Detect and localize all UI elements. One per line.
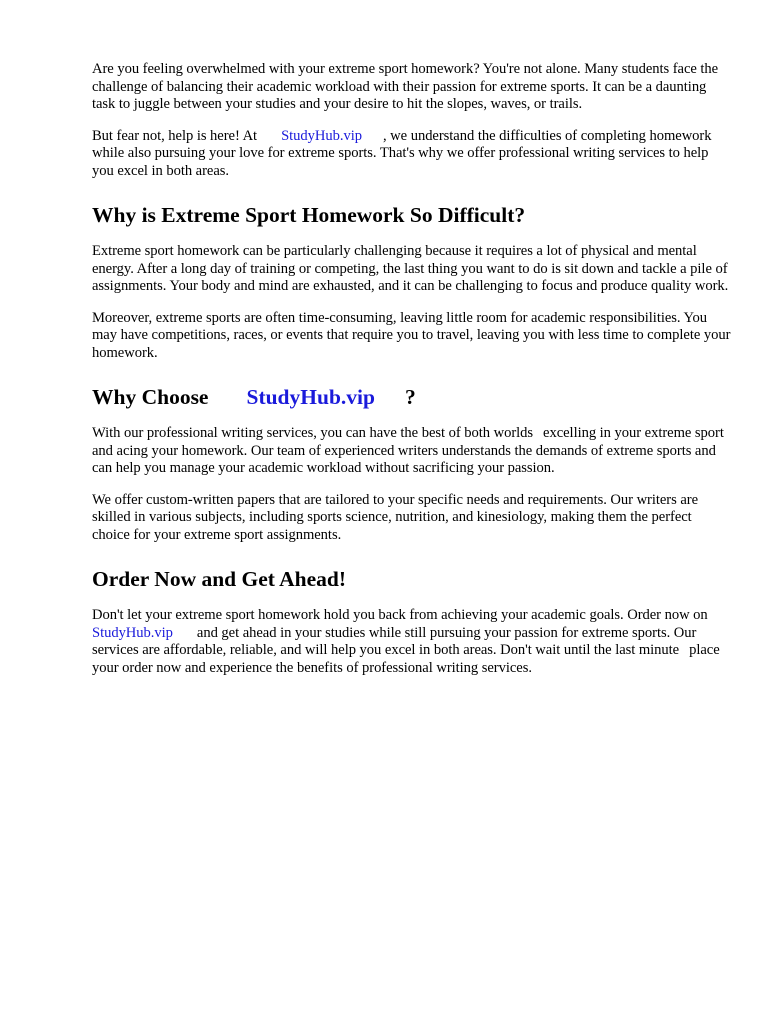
section-heading-why-choose — [92, 384, 732, 410]
why-choose-heading-before: Why Choose — [92, 385, 209, 409]
why-choose-heading-after: ? — [404, 385, 416, 409]
studyhub-link-order[interactable]: StudyHub.vip — [92, 624, 173, 641]
intro-p2-after: , we understand the difficulties of completing homework while also pursuing your love for extreme sports. That's why we offer professional writing services to help you excel in both areas. — [92, 127, 712, 179]
why-choose-paragraph-2: We offer custom-written papers that are tailored to your specific needs and requirements. Our writers are skilled in various subjects, including sports science, nutrition, and kinesiology, making them the perfect choice for your extreme sport assignments. — [92, 491, 699, 543]
studyhub-link-intro[interactable]: StudyHub.vip — [281, 127, 362, 144]
intro-paragraph-2 — [92, 128, 732, 181]
order-p1-middle: and get ahead in your studies while still pursuing your passion for extreme sports. Our services are affordable, reliable, and will help you excel in both areas. Don't wait until the last minute — [92, 624, 697, 658]
order-p1-after: place your order now and experience the benefits of professional writing services. — [92, 642, 720, 676]
difficulty-paragraph-2: Moreover, extreme sports are often time-consuming, leaving little room for academic responsibilities. You may have competitions, races, or events that require you to travel, leaving you with less time to complete your homework. — [92, 309, 731, 361]
difficulty-paragraph-1: Extreme sport homework can be particularly challenging because it requires a lot of physical and mental energy. After a long day of training or competing, the last thing you want to do is sit down and tackle a pile of assignments. Your body and mind are exhausted, and it can be challenging to focus and produce quality work. — [92, 243, 729, 294]
order-p1-before: Don't let your extreme sport homework hold you back from achieving your academic goals. Order now on — [92, 607, 708, 623]
why-choose-paragraph-1 — [92, 425, 732, 478]
section-heading-order-now: Order Now and Get Ahead! — [92, 567, 347, 591]
why-choose-p1-before: With our professional writing services, you can have the best of both worlds — [92, 425, 534, 441]
intro-paragraph-1: Are you feeling overwhelmed with your extreme sport homework? You're not alone. Many students face the challenge of balancing their academic workload with their passion for extreme sports. It can be a daunting task to juggle between your studies and your desire to hit the slopes, waves, or trails. — [92, 61, 719, 112]
section-heading-difficulty: Why is Extreme Sport Homework So Difficult? — [92, 203, 526, 227]
why-choose-p1-after: excelling in your extreme sport and acing your homework. Our team of experienced writers understands the demands of extreme sports and can help you manage your academic workload without sacrificing your passion. — [92, 425, 724, 476]
document-page — [92, 61, 732, 691]
order-now-paragraph — [92, 607, 732, 677]
studyhub-link-heading[interactable]: StudyHub.vip — [246, 385, 375, 409]
intro-p2-before: But fear not, help is here! At — [92, 127, 258, 144]
